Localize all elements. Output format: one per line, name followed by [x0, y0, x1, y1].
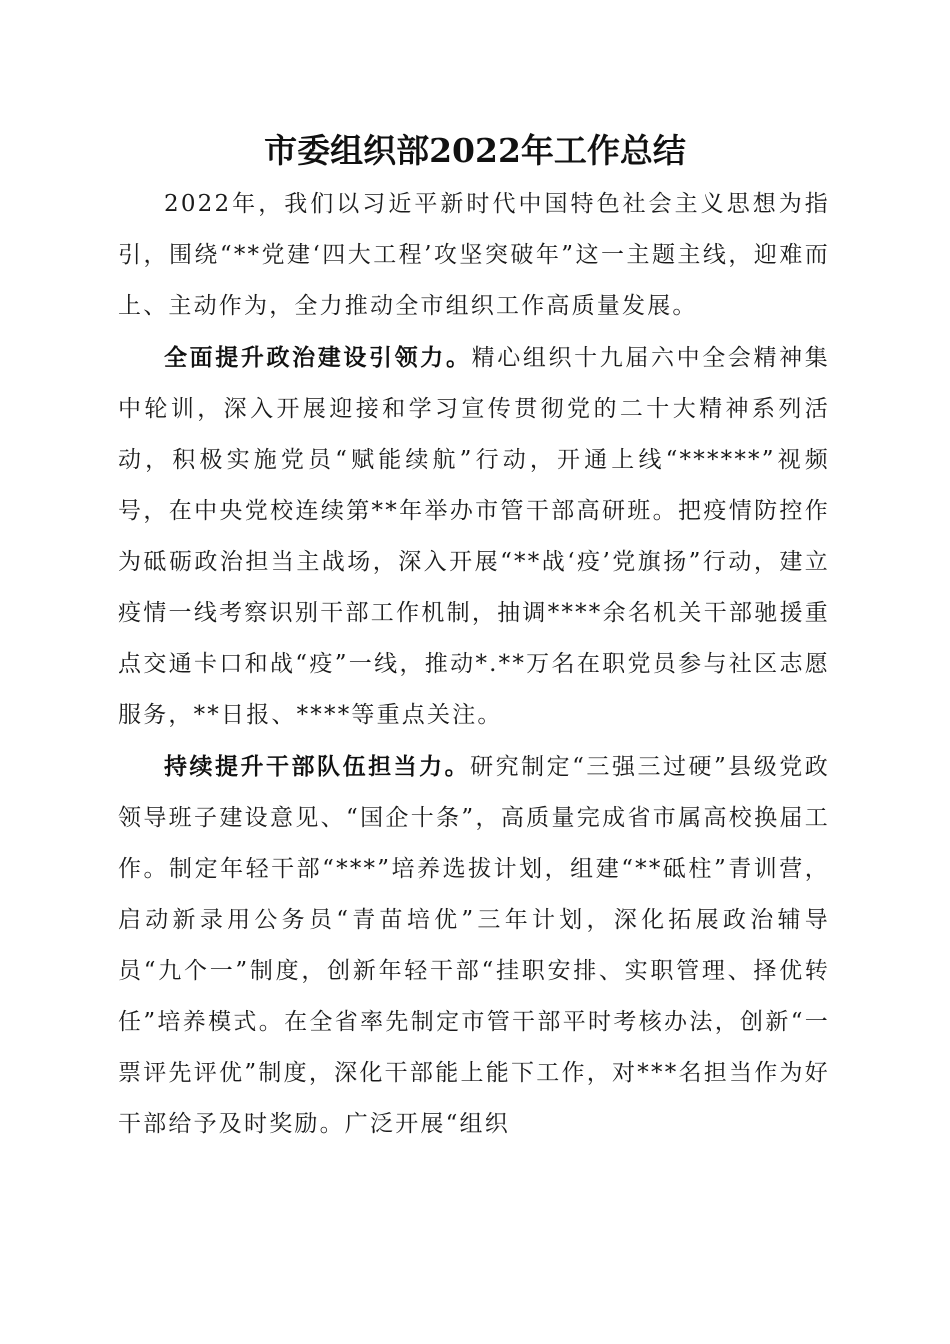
document-body: [118, 178, 830, 1150]
paragraph-lead: 持续提升干部队伍担当力。: [164, 753, 471, 780]
document-title: 市委组织部2022年工作总结: [264, 131, 686, 170]
paragraph-intro: [118, 178, 830, 332]
paragraph-political-building: [118, 332, 830, 741]
paragraph-text: 2022年，我们以习近平新时代中国特色社会主义思想为指引，围绕“**党建‘四大工程’攻坚突破年”这一主题主线，迎难而上、主动作为，全力推动全市组织工作高质量发展。: [118, 191, 830, 319]
paragraph-lead: 全面提升政治建设引领力。: [164, 344, 472, 371]
paragraph-cadre-team: [118, 741, 830, 1150]
paragraph-text: 精心组织十九届六中全会精神集中轮训，深入开展迎接和学习宣传贯彻党的二十大精神系列活动，积极实施党员“赋能续航”行动，开通上线“******”视频号，在中央党校连续第**年举办市管干部高研班。把疫情防控作为砥砺政治担当主战场，深入开展“**战‘疫’党旗扬”行动，建立疫情一线考察识别干部工作机制，抽调****余名机关干部驰援重点交通卡口和战“疫”一线，推动*.**万名在职党员参与社区志愿服务，**日报、****等重点关注。: [118, 345, 830, 728]
paragraph-text: 研究制定“三强三过硬”县级党政领导班子建设意见、“国企十条”，高质量完成省市属高校换届工作。制定年轻干部“***”培养选拔计划，组建“**砥柱”青训营，启动新录用公务员“青苗培优”三年计划，深化拓展政治辅导员“九个一”制度，创新年轻干部“挂职安排、实职管理、择优转任”培养模式。在全省率先制定市管干部平时考核办法，创新“一票评先评优”制度，深化干部能上能下工作，对***名担当作为好干部给予及时奖励。广泛开展“组织: [118, 754, 830, 1137]
